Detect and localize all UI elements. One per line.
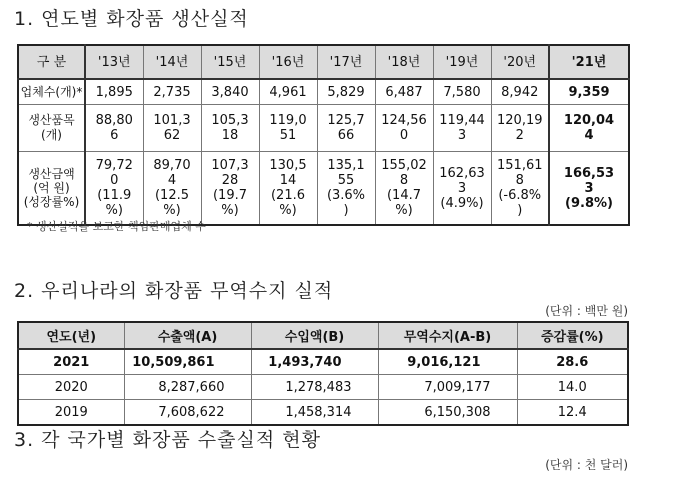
table-header-row [18, 322, 628, 349]
table-row [18, 79, 629, 105]
table-cell: 1,493,740 [251, 349, 378, 375]
header-cell: '18년 [375, 45, 433, 79]
table-cell: 120,19 2 [491, 105, 549, 152]
table-cell: 88,80 6 [85, 105, 143, 152]
table-cell: 28.6 [517, 349, 628, 375]
header-cell: 증감률(%) [517, 322, 628, 349]
table-cell: 2,735 [143, 79, 201, 105]
table-cell: 4,961 [259, 79, 317, 105]
row-label: 업체수(개)* [18, 79, 85, 105]
table-cell: 3,840 [201, 79, 259, 105]
table-row [18, 152, 629, 226]
table-cell: 125,7 66 [317, 105, 375, 152]
table-cell: 79,72 0 (11.9 %) [85, 152, 143, 226]
table-row [18, 400, 628, 426]
header-cell: '13년 [85, 45, 143, 79]
footnote: * 생산실적을 보고한 책임판매업체 수 [27, 220, 206, 233]
table-cell: 12.4 [517, 400, 628, 426]
table-cell: 1,278,483 [251, 375, 378, 400]
header-cell: '16년 [259, 45, 317, 79]
header-cell: 연도(년) [18, 322, 124, 349]
table-cell: 7,580 [433, 79, 491, 105]
table-cell: 9,016,121 [378, 349, 517, 375]
table-row [18, 349, 628, 375]
section2-heading: 2. 우리나라의 화장품 무역수지 실적 [14, 280, 334, 302]
table-cell: 119,44 3 [433, 105, 491, 152]
table-cell: 7,009,177 [378, 375, 517, 400]
table-cell: 124,56 0 [375, 105, 433, 152]
header-cell: 구 분 [18, 45, 85, 79]
header-cell: '15년 [201, 45, 259, 79]
table-cell: 8,287,660 [124, 375, 251, 400]
header-cell: '19년 [433, 45, 491, 79]
table-cell: 9,359 [549, 79, 629, 105]
trade-balance-table [17, 321, 629, 426]
table-cell: 6,150,308 [378, 400, 517, 426]
row-label: 생산품목(개) [18, 105, 85, 152]
table-cell: 105,3 18 [201, 105, 259, 152]
header-cell: 수출액(A) [124, 322, 251, 349]
table-cell: 8,942 [491, 79, 549, 105]
table-cell: 14.0 [517, 375, 628, 400]
table-cell: 89,70 4 (12.5 %) [143, 152, 201, 226]
row-label: 생산금액 (억 원) (성장률%) [18, 152, 85, 226]
table-cell: 120,04 4 [549, 105, 629, 152]
unit-label: (단위 : 천 달러) [545, 458, 628, 472]
unit-label: (단위 : 백만 원) [545, 304, 628, 318]
table-cell: 2019 [18, 400, 124, 426]
table-cell: 107,3 28 (19.7 %) [201, 152, 259, 226]
table-cell: 155,02 8 (14.7 %) [375, 152, 433, 226]
header-cell: 수입액(B) [251, 322, 378, 349]
table-cell: 2020 [18, 375, 124, 400]
table-cell: 10,509,861 [124, 349, 251, 375]
table-cell: 151,61 8 (-6.8% ) [491, 152, 549, 226]
header-cell: 무역수지(A-B) [378, 322, 517, 349]
header-cell: '14년 [143, 45, 201, 79]
header-cell: '17년 [317, 45, 375, 79]
table-cell: 119,0 51 [259, 105, 317, 152]
table-cell: 135,1 55 (3.6% ) [317, 152, 375, 226]
table-row [18, 375, 628, 400]
table-cell: 162,63 3 (4.9%) [433, 152, 491, 226]
table-header-row [18, 45, 629, 79]
section3-heading: 3. 각 국가별 화장품 수출실적 현황 [14, 429, 321, 451]
header-cell: '21년 [549, 45, 629, 79]
table-cell: 5,829 [317, 79, 375, 105]
table-row [18, 105, 629, 152]
table-cell: 1,458,314 [251, 400, 378, 426]
table-cell: 2021 [18, 349, 124, 375]
table-cell: 7,608,622 [124, 400, 251, 426]
production-table [17, 44, 630, 226]
table-cell: 130,5 14 (21.6 %) [259, 152, 317, 226]
header-cell: '20년 [491, 45, 549, 79]
table-cell: 6,487 [375, 79, 433, 105]
table-cell: 101,3 62 [143, 105, 201, 152]
table-cell: 1,895 [85, 79, 143, 105]
table-cell: 166,53 3 (9.8%) [549, 152, 629, 226]
section1-heading: 1. 연도별 화장품 생산실적 [14, 8, 249, 30]
